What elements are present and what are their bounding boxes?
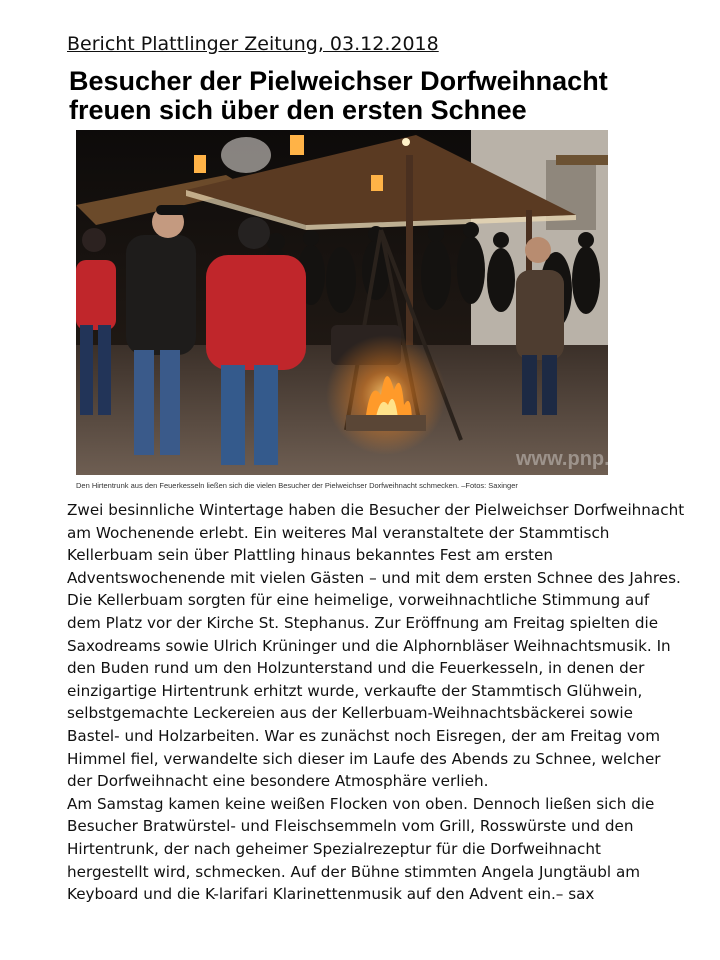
article-body [67,499,687,906]
paragraph: Die Kellerbuam sorgten für eine heimelige, vorweihnachtliche Stimmung auf dem Platz vor der Kirche St. Stephanus. Zur Eröffnung am Freitag spielten die Saxodreams sowie Ulrich Krüninger und die Alphornbläser Weihnachtsmusik. In den Buden rund um den Holzunterstand und die Feuerkesseln, in denen der einzigartige Hirtentrunk erhitzt wurde, verkaufte der Stammtisch Glühwein, selbstgemachte Leckereien aus der Kellerbuam-Weihnachtsbäckerei sowie Bastel- und Holzarbeiten. War es zunächst noch Eisregen, der am Freitag vom Himmel fiel, verwandelte sich dieser im Laufe des Abends zu Schnee, welcher der Dorfweihnacht eine besondere Atmosphäre verlieh. [67,591,671,791]
lantern [194,155,206,173]
headline-line-2: freuen sich über den ersten Schnee [69,95,527,125]
headline [69,67,689,125]
source-line: Bericht Plattlinger Zeitung, 03.12.2018 [67,33,439,55]
news-photo [76,130,634,475]
photo-illustration [76,130,634,475]
lantern [371,175,383,191]
paragraph: Zwei besinnliche Wintertage haben die Besucher der Pielweichser Dorfweihnacht am Wochenende erlebt. Ein weiteres Mal veranstaltete der Stammtisch Kellerbuam sein über Plattling hinaus bekanntes Fest am ersten Adventswochenende mit vielen Gästen – und mit dem ersten Schnee des Jahres. [67,501,685,587]
headline-line-1: Besucher der Pielweichser Dorfweihnacht [69,66,608,96]
lantern [290,135,304,155]
paragraph: Am Samstag kamen keine weißen Flocken von oben. Dennoch ließen sich die Besucher Bratwürstel- und Fleischsemmeln vom Grill, Rosswürste und den Hirtentrunk, der nach geheimer Spezialrezeptur für die Dorfweihnacht hergestellt wird, schmecken. Auf der Bühne stimmten Angela Jungtäubl am Keyboard und die K-larifari Klarinettenmusik auf den Advent ein.– sax [67,794,655,904]
fire-logs [346,415,426,431]
smoke [221,137,271,173]
photo-caption: Den Hirtentrunk aus den Feuerkesseln ließen sich die vielen Besucher der Pielweichser Dorfweihnacht schmecken. –Fotos: Saxinger [76,481,518,490]
photo-watermark: www.pnp.de [516,448,634,470]
